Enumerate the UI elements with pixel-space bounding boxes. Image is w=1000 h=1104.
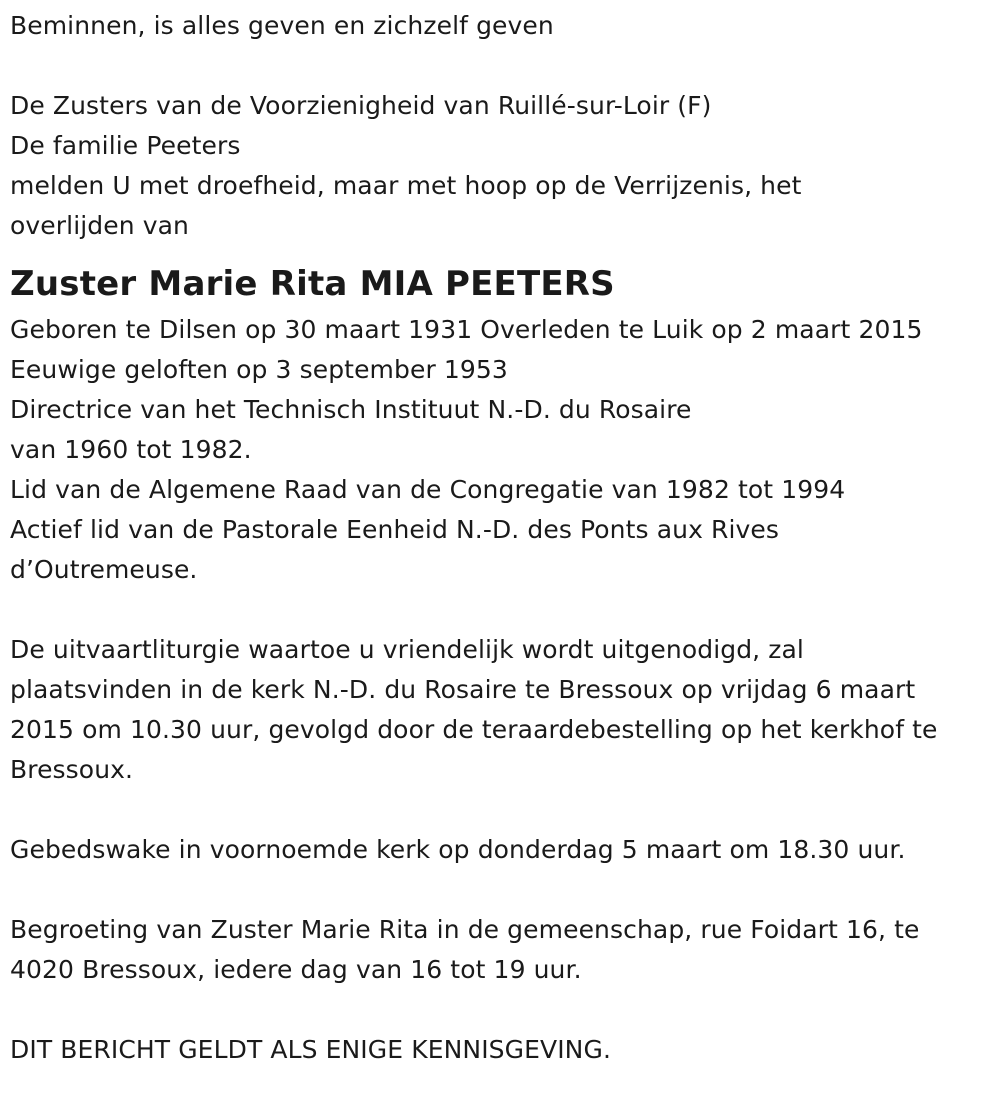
biography-block xyxy=(10,310,995,590)
announcer-line: melden U met droefheid, maar met hoop op de Verrijzenis, het xyxy=(10,171,802,200)
deceased-name: Zuster Marie Rita MIA PEETERS xyxy=(10,264,615,304)
spacer xyxy=(10,46,995,86)
greeting-line: 4020 Bressoux, iedere dag van 16 tot 19 uur. xyxy=(10,955,582,984)
greeting-block xyxy=(10,910,995,990)
funeral-line: plaatsvinden in de kerk N.-D. du Rosaire te Bressoux op vrijdag 6 maart xyxy=(10,675,916,704)
spacer xyxy=(10,870,995,910)
spacer xyxy=(10,990,995,1030)
announcers-block xyxy=(10,86,995,246)
funeral-line: Bressoux. xyxy=(10,755,134,784)
funeral-block xyxy=(10,630,995,790)
obituary-document xyxy=(10,6,995,1070)
bio-line: Actief lid van de Pastorale Eenheid N.-D. des Ponts aux Rives xyxy=(10,515,780,544)
bio-line: Geboren te Dilsen op 30 maart 1931 Overleden te Luik op 2 maart 2015 xyxy=(10,315,923,344)
bio-line: Eeuwige geloften op 3 september 1953 xyxy=(10,355,508,384)
announcer-line: De Zusters van de Voorzienigheid van Ruillé-sur-Loir (F) xyxy=(10,91,712,120)
bio-line: Directrice van het Technisch Instituut N.-D. du Rosaire xyxy=(10,395,692,424)
notice-line: DIT BERICHT GELDT ALS ENIGE KENNISGEVING. xyxy=(10,1035,611,1064)
spacer xyxy=(10,790,995,830)
announcer-line: De familie Peeters xyxy=(10,131,241,160)
motto: Beminnen, is alles geven en zichzelf geven xyxy=(10,11,554,40)
bio-line: van 1960 tot 1982. xyxy=(10,435,252,464)
bio-line: Lid van de Algemene Raad van de Congregatie van 1982 tot 1994 xyxy=(10,475,846,504)
funeral-line: 2015 om 10.30 uur, gevolgd door de teraardebestelling op het kerkhof te xyxy=(10,715,938,744)
spacer xyxy=(10,590,995,630)
funeral-line: De uitvaartliturgie waartoe u vriendelijk wordt uitgenodigd, zal xyxy=(10,635,804,664)
greeting-line: Begroeting van Zuster Marie Rita in de gemeenschap, rue Foidart 16, te xyxy=(10,915,920,944)
announcer-line: overlijden van xyxy=(10,211,189,240)
vigil-line: Gebedswake in voornoemde kerk op donderdag 5 maart om 18.30 uur. xyxy=(10,835,906,864)
bio-line: d’Outremeuse. xyxy=(10,555,198,584)
